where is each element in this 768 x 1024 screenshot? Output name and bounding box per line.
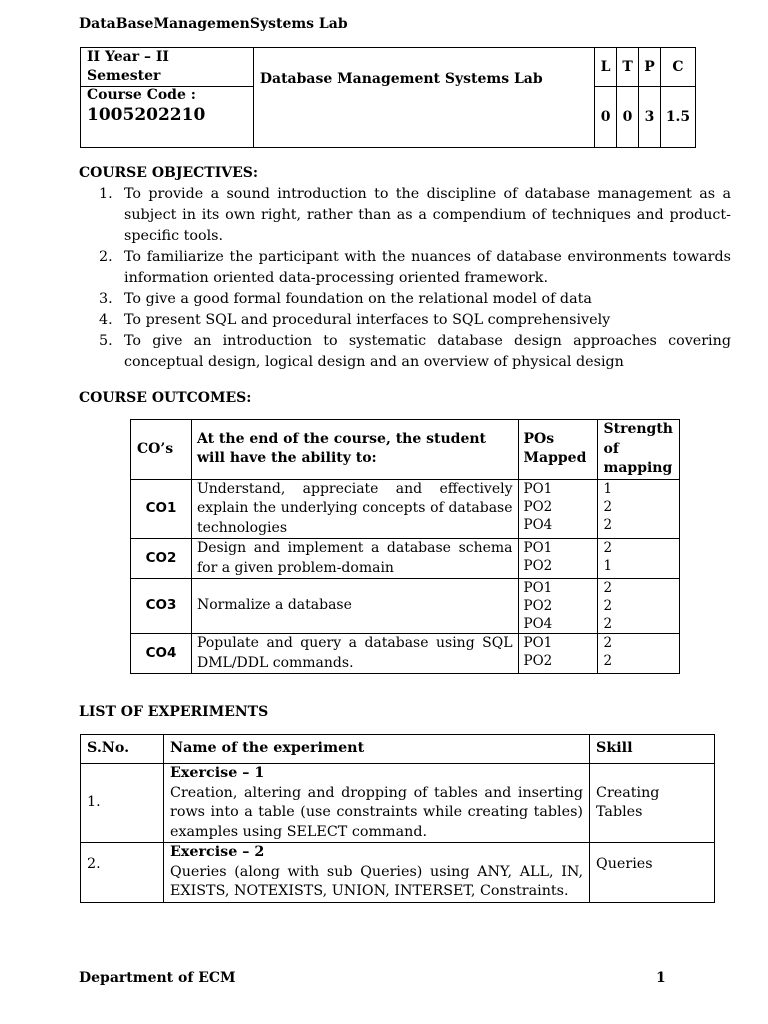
co-description: Normalize a database (191, 579, 518, 634)
strength-item: 1 (603, 480, 613, 497)
column-header: Skill (590, 735, 715, 764)
ltpc-label-l: L (595, 48, 617, 87)
column-header: At the end of the course, the student will have the ability to: (191, 420, 518, 480)
table-header-row (131, 420, 680, 480)
po-list (518, 479, 597, 539)
course-outcomes-table (130, 419, 680, 674)
strength-list (597, 579, 679, 634)
strength-item: 2 (603, 635, 613, 651)
strength-item: 2 (603, 598, 613, 614)
co-id: CO1 (131, 479, 192, 539)
experiment-sno: 1. (81, 764, 164, 843)
po-item: PO1 (523, 540, 553, 556)
po-item: PO2 (523, 598, 553, 614)
list-item: 3. To give a good formal foundation on the relational model of data (99, 289, 731, 310)
table-row (131, 479, 680, 539)
strength-item: 1 (603, 558, 613, 574)
co-id: CO3 (131, 579, 192, 634)
po-item: PO1 (523, 580, 553, 596)
po-item: PO2 (523, 558, 553, 574)
strength-item: 2 (603, 516, 613, 533)
ltpc-value-t: 0 (617, 87, 639, 148)
strength-item: 2 (603, 498, 613, 515)
course-code-cell (81, 87, 254, 148)
year-semester: II Year – II Semester (87, 49, 169, 84)
experiments-table (80, 734, 715, 903)
co-description: Populate and query a database using SQL DML/DDL commands. (191, 634, 518, 674)
course-code-label: Course Code : (87, 87, 196, 103)
table-row (131, 634, 680, 674)
column-header: Name of the experiment (164, 735, 590, 764)
table-row (131, 539, 680, 579)
course-title: Database Management Systems Lab (253, 48, 594, 148)
objective-text: To familiarize the participant with the nuances of database environments towards information oriented data-processing oriented framework. (124, 249, 731, 286)
course-objectives-heading: COURSE OBJECTIVES: (79, 165, 259, 181)
co-id: CO2 (131, 539, 192, 579)
po-list (518, 539, 597, 579)
footer-page-number: 1 (656, 970, 666, 986)
po-list (518, 579, 597, 634)
experiment-skill: Queries (590, 843, 715, 903)
strength-list (597, 539, 679, 579)
po-item: PO4 (523, 616, 553, 632)
experiment-skill: Creating Tables (590, 764, 715, 843)
experiment-title: Exercise – 2 (170, 844, 265, 860)
table-row (131, 579, 680, 634)
strength-item: 2 (603, 616, 613, 632)
ltpc-label-c: C (660, 48, 695, 87)
course-objectives-list (99, 184, 731, 373)
ltpc-label-t: T (617, 48, 639, 87)
column-header: CO’s (131, 420, 192, 480)
column-header: Strength of mapping (597, 420, 679, 480)
list-item: 1. To provide a sound introduction to the discipline of database management as a subject in its own right, rather than as a compendium of techniques and product-specific tools. (99, 184, 731, 247)
co-id: CO4 (131, 634, 192, 674)
po-item: PO4 (523, 516, 553, 533)
po-item: PO1 (523, 635, 553, 651)
objective-text: To provide a sound introduction to the discipline of database management as a subject in its own right, rather than as a compendium of techniques and product-specific tools. (124, 186, 731, 244)
experiment-title: Exercise – 1 (170, 765, 265, 781)
experiments-heading: LIST OF EXPERIMENTS (79, 704, 269, 720)
po-item: PO1 (523, 480, 553, 497)
ltpc-value-p: 3 (639, 87, 661, 148)
ltpc-label-p: P (639, 48, 661, 87)
list-item: 4. To present SQL and procedural interfaces to SQL comprehensively (99, 310, 731, 331)
list-item: 2. To familiarize the participant with the nuances of database environments towards information oriented data-processing oriented framework. (99, 247, 731, 289)
ltpc-value-l: 0 (595, 87, 617, 148)
po-item: PO2 (523, 498, 553, 515)
strength-item: 2 (603, 653, 613, 669)
objective-text: To present SQL and procedural interfaces to SQL comprehensively (124, 312, 611, 328)
document-header-title: DataBaseManagemenSystems Lab (79, 16, 348, 32)
strength-item: 2 (603, 580, 613, 596)
footer-department: Department of ECM (79, 970, 236, 986)
column-header: POs Mapped (518, 420, 597, 480)
strength-list (597, 634, 679, 674)
experiment-name-cell (164, 843, 590, 903)
year-semester-cell (81, 48, 254, 87)
objective-text: To give a good formal foundation on the relational model of data (124, 291, 592, 307)
po-list (518, 634, 597, 674)
co-description: Understand, appreciate and effectively explain the underlying concepts of database technologies (191, 479, 518, 539)
experiment-description: Queries (along with sub Queries) using ANY, ALL, IN, EXISTS, NOTEXISTS, UNION, INTERSET, Constraints. (170, 863, 583, 899)
course-code: 1005202210 (87, 105, 206, 125)
experiment-name-cell (164, 764, 590, 843)
experiment-description: Creation, altering and dropping of tables and inserting rows into a table (use constraints while creating tables) examples using SELECT command. (170, 784, 583, 840)
table-header-row (81, 735, 715, 764)
table-row (81, 843, 715, 903)
po-item: PO2 (523, 653, 553, 669)
list-item: 5. To give an introduction to systematic database design approaches covering conceptual design, logical design and an overview of physical design (99, 331, 731, 373)
course-outcomes-heading: COURSE OUTCOMES: (79, 390, 252, 406)
strength-list (597, 479, 679, 539)
co-description: Design and implement a database schema for a given problem-domain (191, 539, 518, 579)
column-header: S.No. (81, 735, 164, 764)
ltpc-value-c: 1.5 (660, 87, 695, 148)
table-row (81, 764, 715, 843)
course-info-table (80, 47, 696, 148)
experiment-sno: 2. (81, 843, 164, 903)
objective-text: To give an introduction to systematic database design approaches covering conceptual design, logical design and an overview of physical design (124, 333, 731, 370)
strength-item: 2 (603, 540, 613, 556)
